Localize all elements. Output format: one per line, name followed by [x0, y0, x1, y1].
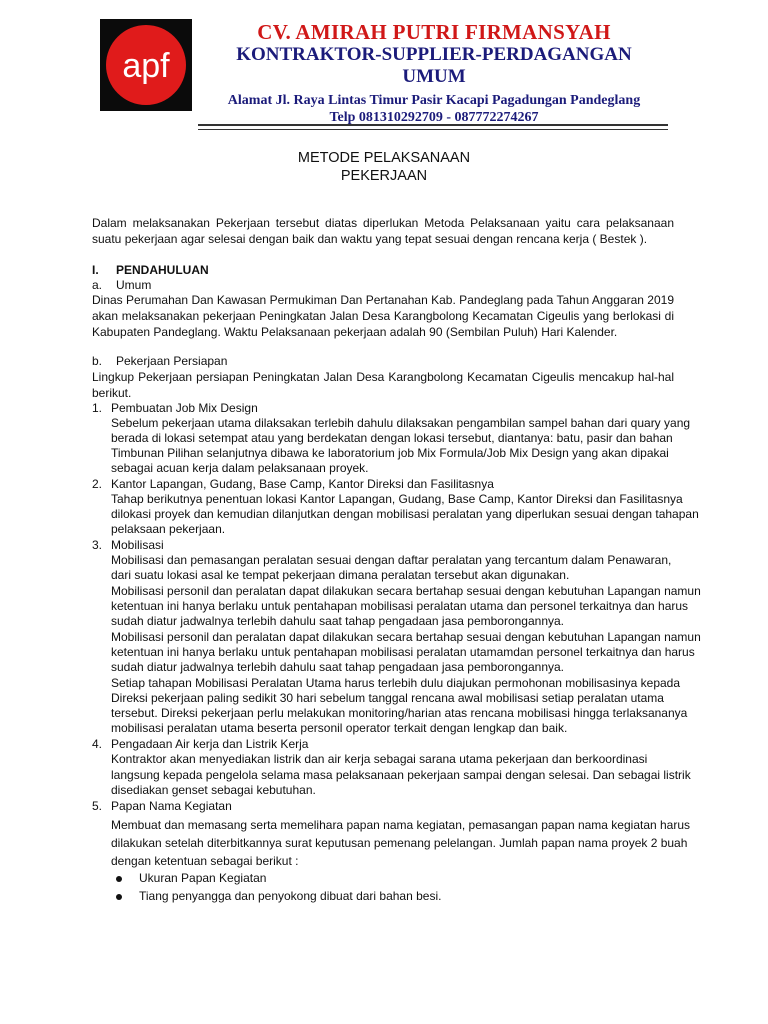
- item-number: 5.: [92, 799, 103, 813]
- intro-paragraph: Dalam melaksanakan Pekerjaan tersebut diatas diperlukan Metoda Pelaksanaan yaitu cara pelaksanaan suatu pekerjaan agar selesai dengan baik dan waktu yang tepat sesuai dengan rencana kerja ( Bestek ).: [92, 216, 674, 246]
- bullet-icon: [116, 894, 122, 900]
- company-line-1: KONTRAKTOR-SUPPLIER-PERDAGANGAN: [236, 44, 632, 65]
- item-title: Pengadaan Air kerja dan Listrik Kerja: [111, 737, 309, 751]
- section-number: I.: [92, 263, 99, 277]
- subsection-b-label: b.: [92, 354, 103, 368]
- item-text-line: mobilisasi peralatan utama beserta personil operator terkait dengan lengkap dan baik.: [111, 721, 568, 735]
- item-text-line: dari suatu lokasi asal ke tempat pekerjaan dimana peralatan tersebut akan digunakan.: [111, 568, 570, 582]
- item-text-line: Setiap tahapan Mobilisasi Peralatan Utama harus terlebih dulu diajukan permohonan mobilisasinya kepada: [111, 676, 681, 690]
- item-number: 1.: [92, 401, 103, 415]
- document-title-line-1: METODE PELAKSANAAN: [297, 150, 471, 166]
- item-text-line: tersebut. Direksi pekerjaan perlu melakukan monitoring/harian atas rencana mobilisasi hingga terlaksananya: [111, 706, 688, 720]
- item-text-line: berada di lokasi setempat atau yang berdekatan dengan lokasi tersebut, diantanya: batu, pasir dan bahan: [111, 431, 673, 445]
- item-text-line: dengan ketentuan sebagai berikut :: [111, 854, 299, 868]
- bullet-item: Ukuran Papan Kegiatan: [139, 871, 267, 885]
- item-text-line: dilakukan setelah diterbitkannya surat keputusan pemenang pelelangan. Jumlah papan nama proyek 2 buah: [111, 836, 688, 850]
- bullet-item: Tiang penyangga dan penyokong dibuat dari bahan besi.: [139, 889, 442, 903]
- item-text-line: Mobilisasi personil dan peralatan dapat dilakukan secara bertahap sesuai dengan kebutuhan Lapangan namun: [111, 584, 701, 598]
- bullet-icon: [116, 876, 122, 882]
- apf-logo-icon: [100, 19, 192, 111]
- item-text-line: Tahap berikutnya penentuan lokasi Kantor Lapangan, Gudang, Base Camp, Kantor Direksi dan Fasilitasnya: [111, 492, 683, 506]
- subsection-a-label: a.: [92, 278, 103, 292]
- item-text-line: Mobilisasi personil dan peralatan dapat dilakukan secara bertahap sesuai dengan kebutuhan Lapangan namun: [111, 630, 701, 644]
- item-text-line: Sebelum pekerjaan utama dilaksakan terlebih dahulu dilaksakan pengambilan sampel bahan dari quary yang: [111, 416, 691, 430]
- company-name: CV. AMIRAH PUTRI FIRMANSYAH: [257, 20, 611, 44]
- item-text-line: Direksi pekerjaan paling sedikit 30 hari sebelum tanggal rencana awal mobilisasi setiap peralatan utama: [111, 691, 664, 705]
- item-text-line: Kontraktor akan menyediakan listrik dan air kerja sebagai sarana utama pekerjaan dan berkoordinasi: [111, 752, 648, 766]
- header-rule-thin: [198, 129, 668, 130]
- item-text-line: Timbunan Pilihan selanjutnya dibawa ke laboratorium job Mix Formula/Job Mix Design yang akan dipakai: [111, 446, 669, 460]
- item-text-line: ketentuan ini hanya berlaku untuk pentahapan mobilisasi peralatan utama dan personel terkaitnya dan harus: [111, 599, 689, 613]
- item-text-line: ketentuan ini hanya berlaku untuk pentahapan mobilisasi peralatan utamamdan personel terkaitnya dan harus: [111, 645, 695, 659]
- company-address: Alamat Jl. Raya Lintas Timur Pasir Kacapi Pagadungan Pandeglang: [227, 93, 641, 108]
- letterhead: [198, 20, 670, 126]
- company-logo: [100, 19, 192, 111]
- header-rule-thick: [198, 124, 668, 126]
- item-text-line: Membuat dan memasang serta memelihara papan nama kegiatan, pemasangan papan nama kegiatan harus: [111, 818, 691, 832]
- subsection-b-title: Pekerjaan Persiapan: [116, 354, 228, 368]
- item-text-line: disediakan genset sebagai kebutuhan.: [111, 783, 316, 797]
- item-text-line: langsung kepada pengelola selama masa pelaksanaan pekerjaan sampai dengan selesai. Dan sebagai listrik: [111, 768, 691, 782]
- item-title: Papan Nama Kegiatan: [111, 799, 232, 813]
- subsection-b-text: Lingkup Pekerjaan persiapan Peningkatan Jalan Desa Karangbolong Kecamatan Cigeulis mencakup hal-hal berikut.: [92, 370, 674, 400]
- item-number: 2.: [92, 477, 103, 491]
- item-title: Mobilisasi: [111, 538, 164, 552]
- item-number: 3.: [92, 538, 103, 552]
- subsection-a-text: Dinas Perumahan Dan Kawasan Permukiman Dan Pertanahan Kab. Pandeglang pada Tahun Anggaran 2019 akan melaksanakan pekerjaan Peningkatan Jalan Desa Karangbolong Kecamatan Cigeulis yang berlokasi di Kabupaten Pandeglang. Waktu Pelaksanaan pekerjaan adalah 90 (Sembilan Puluh) Hari Kalender.: [92, 293, 674, 339]
- item-title: Pembuatan Job Mix Design: [111, 401, 258, 415]
- section-title: PENDAHULUAN: [116, 263, 209, 277]
- item-text-line: dilokasi proyek dan kemudian dilanjutkan dengan mobilisasi peralatan yang diperlukan sesuai dengan tahapan: [111, 507, 699, 521]
- document-title-line-2: PEKERJAAN: [340, 168, 428, 184]
- item-text-line: pelaksaan pekerjaan.: [111, 522, 226, 536]
- item-title: Kantor Lapangan, Gudang, Base Camp, Kantor Direksi dan Fasilitasnya: [111, 477, 494, 491]
- item-number: 4.: [92, 737, 103, 751]
- item-text-line: sudah diatur jadwalnya terlebih dahulu saat tahap pengadaan jasa pemborongannya.: [111, 660, 565, 674]
- company-telephone: Telp 081310292709 - 087772274267: [329, 110, 539, 125]
- logo-text: apf: [122, 47, 170, 85]
- item-text-line: sudah diatur jadwalnya terlebih dahulu saat tahap pengadaan jasa pemborongannya.: [111, 614, 565, 628]
- company-line-2: UMUM: [402, 66, 466, 87]
- item-text-line: sebagai acuan kerja dalam pelaksanaan proyek.: [111, 461, 369, 475]
- item-text-line: Mobilisasi dan pemasangan peralatan sesuai dengan daftar peralatan yang tercantum dalam Penawaran,: [111, 553, 672, 567]
- subsection-a-title: Umum: [116, 278, 152, 292]
